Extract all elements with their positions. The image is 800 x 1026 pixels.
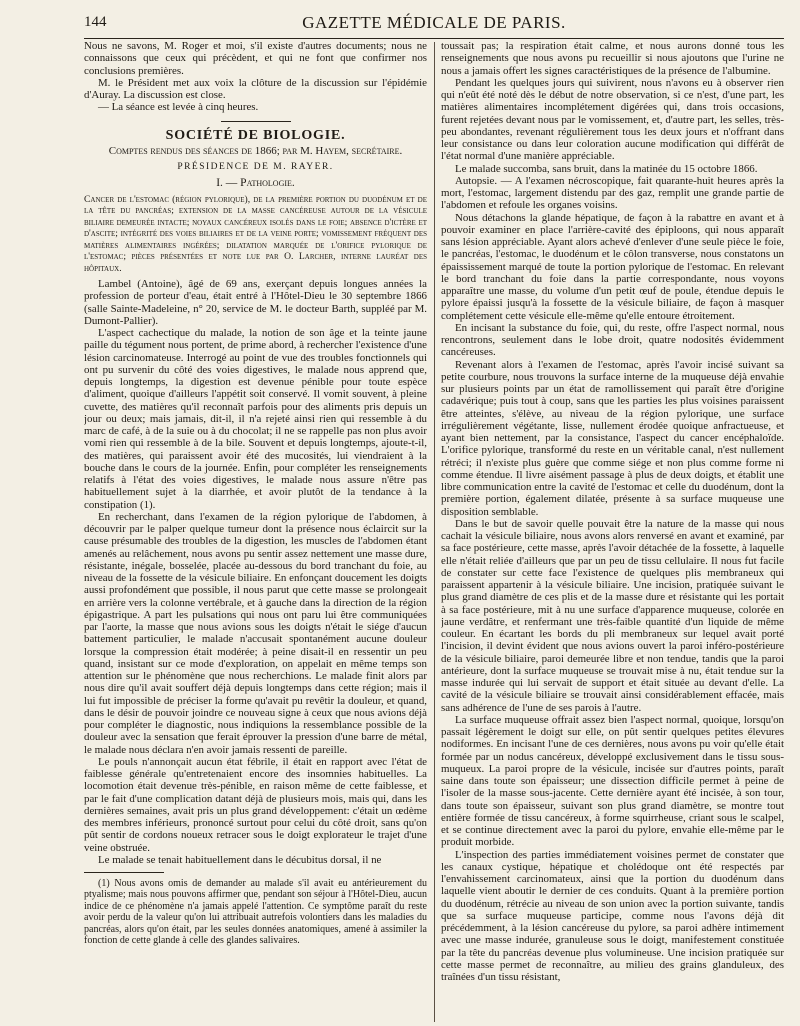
paragraph: — La séance est levée à cinq heures. [98, 101, 259, 114]
paragraph: toussait pas; la respiration était calme, et nous aurons donné tous les renseignements que nous avons pu recueillir si nous ajoutons que l'urine ne nous a jamais offert les signes caractéristiques de la présence de l'albumine. [441, 40, 784, 77]
paragraph: En incisant la substance du foie, qui, du reste, offre l'aspect normal, nous rencontrons, seulement dans le lobe droit, quatre nodosités évidemment cancéreuses. [441, 321, 784, 359]
paragraph: Pendant les quelques jours qui suivirent, nous n'avons eu à observer rien qui n'eût été noté dès le début de notre observation, si ce n'est, d'une part, les matières alimentaires incomplétement digérées qui, dans trois occasions, furent rejetées devant nous par le vomissement, et, d'autre part, les selles, très-peu abondantes, revenant régulièrement tous les deux jours et n'offrant dans leur consistance ou dans leur coloration aucune modification qui différât de l'état normal d'une manière appréciable. [441, 76, 784, 163]
paragraph: Lambel (Antoine), âgé de 69 ans, exerçant depuis longues années la profession de porteur d'eau, était entré à l'Hôtel-Dieu le 30 septembre 1866 (salle Sainte-Madeleine, n° 20, service de M. le docteur Barth, suppléé par M. Dumont-Pallier). [84, 278, 427, 327]
page-header [84, 12, 784, 39]
section-rule [221, 121, 291, 122]
page-number: 144 [84, 14, 107, 30]
paragraph: Autopsie. — A l'examen nécroscopique, fait quarante-huit heures après la mort, l'estomac, largement distendu par des gaz, remplit une grande partie de l'abdomen et refoule les organes voisins. [441, 174, 784, 212]
paragraph: M. le Président met aux voix la clôture de la discussion sur l'épidémie d'Auray. La discussion est close. [84, 76, 427, 101]
paragraph: Le pouls n'annonçait aucun état fébrile, il était en rapport avec l'état de faiblesse générale qu'entretenaient encore des insomnies habituelles. La locomotion était devenue très-pénible, en raison même de cette faiblesse, et par le fait d'une complication datant déjà de plusieurs mois, mais qui, dans les dernières semaines, avait pris un plus grand développement: c'était un œdème des membres inférieurs, prononcé surtout pour celui du côté droit, sans qu'on pût sentir de cordons noueux retracer sous le doigt explorateur le trajet d'une veine obstruée. [84, 755, 427, 854]
footnote: (1) Nous avons omis de demander au malade s'il avait eu antérieurement du ptyalisme; mais nous pouvons affirmer que, pendant son séjour à l'Hôtel-Dieu, aucun indice de ce phénomène n'a jamais appelé l'attention. Ce symptôme paraît du reste avoir perdu de la valeur qu'on lui attribuait autrefois volontiers dans les maladies du pancréas, alors qu'on était, par les seules données anatomiques, amené à assimiler la fonction de cette glande à celle des glandes salivaires. [84, 878, 427, 947]
paragraph: L'aspect cachectique du malade, la notion de son âge et la teinte jaune paille du tégument nous portent, de prime abord, à rechercher l'existence d'une lésion carcinomateuse. Interrogé au point de vue des troubles fonctionnels qui ont pu survenir du côté des voies digestives, le malade nous apprend que, depuis longtemps, la digestion est devenue pénible pour toute espèce d'aliment, quoique d'ailleurs l'appétit soit conservé. Il vomit souvent, à pleine cuvette, des matières qu'il reconnaît parfois pour des aliments pris depuis un jour ou deux; mais jamais, dit-il, il n'a rejeté ainsi rien qui ressemble à du marc de café, à de la suie ou à du chocolat; il ne se rappelle pas non plus avoir vomi rien qui ressemble à de la bile. Souvent et depuis longtemps, ajoute-t-il, des matières, qui paraissent avoir été des mucosités, lui viendraient à la bouche dans le cours de la journée. Enfin, pour compléter les renseignements relatifs à l'état des voies digestives, le malade nous assure n'être pas habituellement sujet à la diarrhée, et avoir plutôt de la tendance à la constipation (1). [84, 327, 427, 511]
footnote-rule [84, 872, 164, 873]
presidence-line: PRÉSIDENCE DE M. RAYER. [177, 162, 334, 172]
column-divider [434, 42, 435, 1022]
paragraph: Nous ne savons, M. Roger et moi, s'il existe d'autres documents; nous ne connaissons que ceux qui précèdent, et qui ne font que confirmer nos conclusions premières. [84, 40, 427, 77]
running-title: GAZETTE MÉDICALE DE PARIS. [302, 13, 566, 32]
paragraph: La surface muqueuse offrait assez bien l'aspect normal, quoique, lorsqu'on passait légèrement le doigt sur elle, on pût sentir quelques petites élevures nodiformes. En incisant l'une de ces dernières, nous avons pu voir qu'elle était formée par un nodus cancéreux, développé exclusivement dans le tissu sous-muqueux. La paroi propre de la vésicule, incisée sur d'autres points, paraît saine dans toute son épaisseur; une dissection difficile permet à peine de l'isoler de la masse sous-jacente. Cette dernière ayant été incisée, à son tour, dans toute son épaisseur, suivant son plus grand diamètre, se montre tout entière formée de tissu cancéreux, à forme squirrheuse, criant sous le scalpel, et se continue directement avec la paroi du pylore, envahie elle-même par le produit morbide. [441, 713, 784, 849]
case-title: Cancer de l'estomac (région pylorique), de la première portion du duodénum et de la tête du pancréas; extension de la masse cancéreuse autour de la vésicule biliaire demeurée intacte; noyaux cancéreux isolés dans le foie; absence d'ictère et d'ascite; intégrité des voies biliaires et de la veine porte; vomissement fréquent des matières alimentaires ingérées; dilatation marquée de l'orifice pylorique de l'estomac; pièces présentées et note lue par O. Larcher, interne lauréat des hôpitaux. [84, 193, 427, 274]
paragraph: Revenant alors à l'examen de l'estomac, après l'avoir incisé suivant sa petite courbure, nous trouvons la surface interne de la muqueuse déjà envahie sur plusieurs points par un état de ramollissement qui paraît être d'origine cadavérique; puis tout à coup, sans que les parties les plus voisines paraissent être atteintes, s'élève, au niveau de la région pylorique, une surface irrégulièrement végétante, lisse, nullement érodée quoique anfractueuse, et ayant bien nettement, par la consistance, l'aspect du cancer encéphaloïde. L'orifice pylorique, transformé du reste en un véritable canal, n'est nullement rétréci; il n'existe plus guère que comme siége et non plus comme forme ni comme étendue. Il livre aisément passage à plus de deux doigts, et établit une libre communication entre la cavité de l'estomac et celle du duodénum, dont la première portion, également dilatée, présente à sa surface muqueuse une disposition semblable. [441, 358, 784, 518]
paragraph: Dans le but de savoir quelle pouvait être la nature de la masse qui nous cachait la vésicule biliaire, nous avons alors renversé en avant et examiné, par sa face postérieure, cette masse, après l'avoir détachée de la fossette, à laquelle elle n'était reliée d'ailleurs que par un peu de tissu cellulaire. Il nous fut facile de constater sur cette face l'existence de quelques plis membraneux qui paraissent appartenir à la vésicule biliaire. Une incision, pratiquée suivant le plus grand diamètre de ces plis et de la masse dure et résistante qui les portait à sa face postérieure, mit à nu une surface d'apparence muqueuse, colorée en jaune verdâtre, et renfermant une très-faible quantité d'un liquide de même couleur. En écartant les bords du pli membraneux sur lequel avait porté l'incision, il devint évident que nous avions ouvert la paroi inféro-postérieure de la vésicule biliaire, paroi demeurée libre et non tendue, tandis que la paroi antérieure, dont la surface muqueuse se trouvait mise à nu, était tendue sur la masse indurée qui lui servait de support et était située au devant d'elle. La cavité de la vésicule biliaire se trouvait ainsi considérablement effacée, mais sans adhérence de l'une de ses parois à l'autre. [441, 517, 784, 714]
paragraph: Nous détachons la glande hépatique, de façon à la rabattre en avant et à pouvoir examiner en place l'arrière-cavité des épiploons, qui nous apparaît sans lésion appréciable. Ayant alors achevé d'enlever d'une seule pièce le foie, le pancréas, l'estomac, le duodénum et le côlon transverse, nous constatons un épaississement marqué de toute la portion pylorique de l'estomac. En relevant le bord tranchant du foie dans la partie correspondante, nous voyons apparaître une masse, du volume d'un petit œuf de poule, étendue depuis le pylore épaissi jusqu'à la fossette de la vésicule biliaire, de façon à masquer complétement cette vésicule elle-même qu'elle entoure étroitement. [441, 211, 784, 322]
paragraph: Le malade se tenait habituellement dans le décubitus dorsal, il ne [98, 853, 382, 866]
left-column [84, 40, 427, 1024]
society-title: SOCIÉTÉ DE BIOLOGIE. [165, 127, 346, 143]
paragraph: En recherchant, dans l'examen de la région pylorique de l'abdomen, à découvrir par le palper quelque tumeur dont la présence nous éclaircit sur la cause présumable des troubles de la digestion, les muscles de l'abdomen étant amenés au relâchement, nous avons pu sentir assez nettement une masse dure, résistante, inégale, bosselée, placée au-dessous du bord tranchant du foie, au niveau de la fossette de la vésicule biliaire. En enfonçant doucement les doigts aussi profondément que possible, il nous parut que cette masse se prolongeait en arrière vers la colonne vertébrale, et à gauche dans la direction de la région épigastrique. A part les pulsations qui nous ont paru lui être communiquées par l'aorte, la masse que nous avions sous les doigts n'était le siége d'aucun battement particulier, le malade n'accusait spontanément aucune douleur lorsque la compression était modérée; à peine disait-il en ressentir un peu quand, insistant sur ce mode d'exploration, on appelait en même temps son attention sur le phénomène que nous recherchions. Le malade finit alors par nous dire qu'il avait souffert déjà depuis longtemps dans cette région; mais il lui fut impossible de préciser la forme qu'avait pu revêtir la douleur, et quand, dans le désir de pouvoir joindre ce nouveau signe à ceux que nous avions déjà pour compléter le diagnostic, nous indiquions la ressemblance possible de la douleur avec la sensation que ferait éprouver la pression d'une barre de métal, le malade nous déclara n'en avoir jamais ressenti de pareille. [84, 510, 427, 756]
section-heading: I. — Pathologie. [216, 177, 295, 190]
right-column [441, 40, 784, 1024]
paragraph: L'inspection des parties immédiatement voisines permet de constater que les canaux cystique, hépatique et cholédoque ont été respectés par l'envahissement carcinomateux, ainsi que la portion du duodénum dans laquelle vient aboutir le dernier de ces conduits. Quant à la première portion du duodénum, rétrécie au niveau de son union avec la portion suivante, tandis que sa surface muqueuse participe, comme nous l'avons déjà dit précédemment, à la lésion cancéreuse du pylore, sa paroi adhère intimement avec une masse indurée, granuleuse sous le doigt, manifestement constituée par la tête du pancréas devenue plus volumineuse. Une incision pratiquée sur cette masse permet de reconnaître, au milieu des grains glanduleux, des traînées d'un tissu résistant, [441, 848, 784, 983]
paragraph: Le malade succomba, sans bruit, dans la matinée du 15 octobre 1866. [455, 162, 758, 175]
comptes-rendus-line: Comptes rendus des séances de 1866; par M. Hayem, secrétaire. [108, 144, 403, 157]
